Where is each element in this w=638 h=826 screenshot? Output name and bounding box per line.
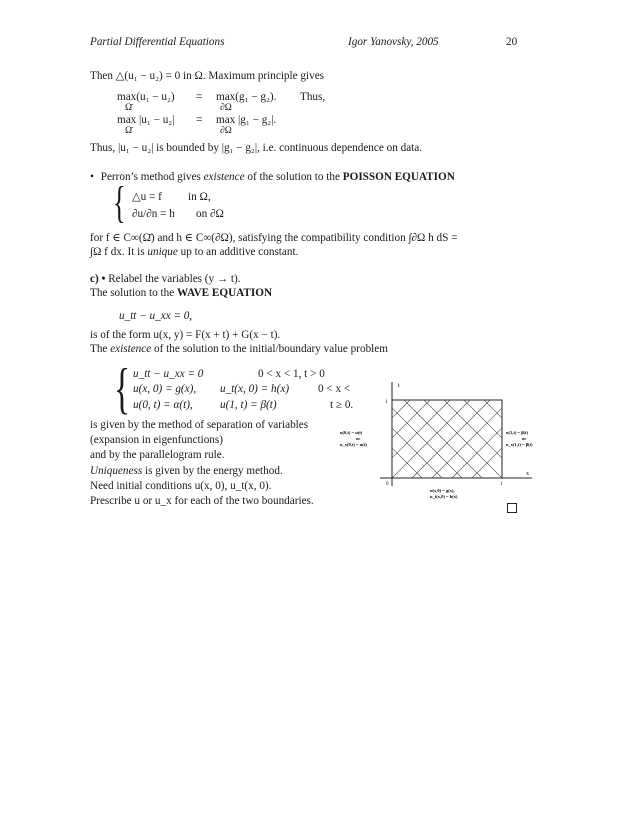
initial-cond-2: u_t(x,0) = h(x) [430,494,458,499]
text-uniqueness-poisson [90,245,298,259]
eq1-row1-rhs: max(g₁ − g₂). [216,91,277,103]
uniqueness-post: is given by the energy method. [142,465,283,477]
perron-mid: of the solution to the [244,171,343,183]
left-bc-or: or [356,436,361,441]
wave-r1-cond: 0 < x < 1, t > 0 [258,368,325,380]
equation-wave: u_tt − u_xx = 0, [119,310,193,322]
text-compatibility: for f ∈ C∞(Ω̄) and h ∈ C∞(∂Ω), satisfying the compatibility condition ∫∂Ω h dS = [90,232,458,244]
wave-r3-b: u(1, t) = β(t) [220,399,277,411]
right-bc-or: or [522,436,527,441]
eq1-row2-eq: = [196,114,203,126]
eq1-row1-sub: Ω̄ [125,103,133,113]
need-line: Need initial conditions u(x, 0), u_t(x, 0). [90,480,272,492]
origin-tick: 0 [386,482,389,487]
bullet: • [90,171,94,183]
poisson-r1-cond: in Ω, [188,191,211,203]
p3-emph: unique [147,246,178,258]
ibvp-pre: The [90,343,111,355]
eq1-row2-rhs: max |g₁ − g₂|. [216,114,277,126]
text-general-form: is of the form u(x, y) = F(x + t) + G(x − t). [90,329,281,341]
poisson-r2-cond: on ∂Ω [196,208,224,220]
uniqueness-line [90,464,283,478]
running-header-title: Partial Differential Equations [90,36,225,48]
part-c-text: Relabel the variables (y → t). [105,273,241,285]
method-line-1: is given by the method of separation of variables [90,419,309,431]
ibvp-emph: existence [110,343,152,355]
p3-b: up to an additive constant. [177,246,299,258]
left-brace-wave: { [114,358,131,420]
x-axis-label: x [526,471,529,477]
wave-r1-eq: u_tt − u_xx = 0 [133,368,204,380]
left-brace: { [113,178,126,227]
ibvp-post: of the solution to the initial/boundary value problem [151,343,388,355]
x-tick-1: 1 [500,482,503,487]
t-axis-label: t [398,383,400,389]
domain-box [392,400,502,478]
initial-cond-1: u(x,0) = g(x), [430,488,455,493]
poisson-r1-eq: △u = f [132,191,162,203]
method-line-2: (expansion in eigenfunctions) [90,434,223,446]
eq1-row1-eq: = [196,91,203,103]
wave-r2-b: u_t(x, 0) = h(x) [220,383,290,395]
right-bc-1: u(1,t) = β(t) [506,430,529,435]
part-c-line [90,272,241,286]
qed-box [507,503,517,513]
part-c-label: c) • [90,273,106,285]
wave-r2-a: u(x, 0) = g(x), [133,383,197,395]
eq1-row1-tail: Thus, [300,91,326,103]
eq1-row1-rhs-sub: ∂Ω [220,103,232,113]
text-continuous-dependence: Thus, |u₁ − u₂| is bounded by |g₁ − g₂|, i.e. continuous dependence on data. [90,142,423,154]
poisson-r2-eq: ∂u/∂n = h [132,208,175,220]
eq1-row2-lhs: max |u₁ − u₂| [117,114,175,126]
poisson-equation-title: POISSON EQUATION [342,171,455,183]
eq1-row2-rhs-sub: ∂Ω [220,126,232,136]
right-bc-2: u_x(1,t) = β(t) [506,442,533,447]
text-ibvp [90,342,388,356]
eq1-row1-lhs: max(u₁ − u₂) [117,91,175,103]
perron-emph: existence [203,171,245,183]
wave-r3-c: t ≥ 0. [330,399,354,411]
page-number: 20 [506,36,518,48]
perron-pre: Perron’s method gives [100,171,204,183]
uniqueness-emph: Uniqueness [90,465,143,477]
t-tick-1: 1 [385,400,388,405]
wave-pre: The solution to the [90,287,178,299]
running-header-author: Igor Yanovsky, 2005 [348,36,439,48]
characteristics-figure [340,378,560,524]
wave-r2-c: 0 < x < [318,383,351,395]
method-line-3: and by the parallelogram rule. [90,449,225,461]
eq1-row2-sub: Ω̄ [125,126,133,136]
characteristic-lines [340,400,560,478]
wave-line [90,286,272,300]
left-bc-2: u_x(0,t) = α(t) [340,442,367,447]
perron-line [90,170,455,184]
wave-r3-a: u(0, t) = α(t), [133,399,193,411]
p3-a: ∫Ω f dx. It is [90,246,148,258]
text-maximum-principle: Then △(u₁ − u₂) = 0 in Ω. Maximum principle gives [90,70,325,82]
left-bc-1: u(0,t) = α(t) [340,430,363,435]
wave-equation-title: WAVE EQUATION [177,287,273,299]
prescribe-line: Prescribe u or u_x for each of the two boundaries. [90,495,314,507]
